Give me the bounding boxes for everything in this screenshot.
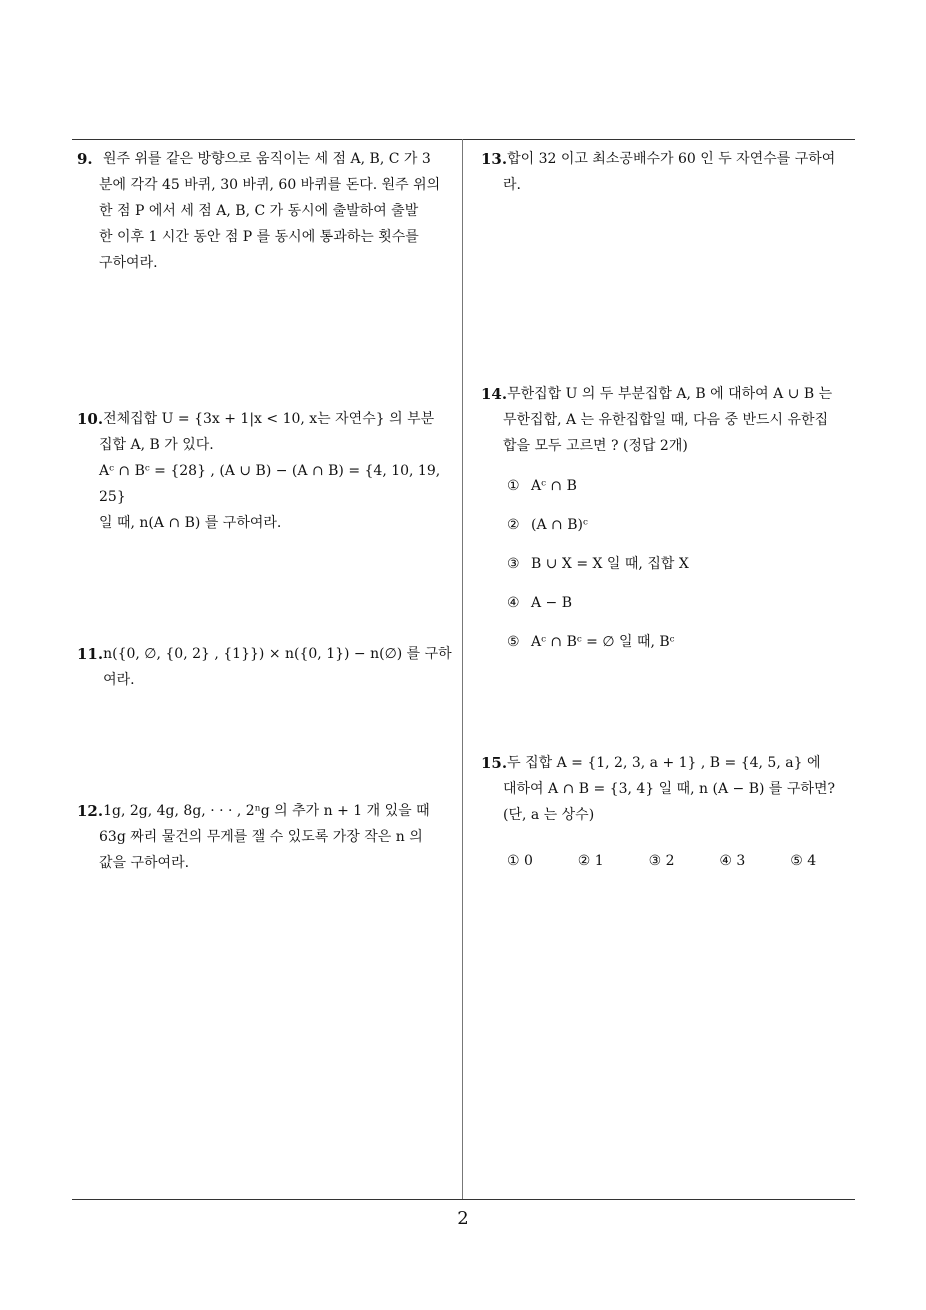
problem-line: 1g, 2g, 4g, 8g, · · · , 2ⁿg 의 추가 n + 1 개 있을 때 [103, 803, 430, 819]
problem-12 [77, 798, 462, 876]
problem-15 [481, 750, 861, 874]
choice-mark: ② [507, 517, 520, 533]
problem-line: 라. [503, 177, 521, 193]
choice-text: Aᶜ ∩ Bᶜ = ∅ 일 때, Bᶜ [531, 634, 675, 650]
problem-number: 15. [481, 754, 508, 772]
choice-mark: ① [507, 478, 520, 494]
problem-14 [481, 381, 861, 668]
choice-item: ③ 2 [648, 853, 675, 869]
problem-number: 9. [77, 150, 93, 168]
problem-line: 한 이후 1 시간 동안 점 P 를 동시에 통과하는 횟수를 [99, 229, 419, 245]
choice-text: B ∪ X = X 일 때, 집합 X [531, 556, 689, 572]
problem-line: 63g 짜리 물건의 무게를 잴 수 있도록 가장 작은 n 의 [99, 829, 423, 845]
choice-text: A − B [531, 595, 573, 611]
problem-13 [481, 146, 861, 198]
problem-line: (단, a 는 상수) [503, 807, 595, 823]
problem-line: 원주 위를 같은 방향으로 움직이는 세 점 A, B, C 가 3 [103, 151, 431, 167]
choice-list [481, 848, 861, 874]
choice-item: ④ 3 [719, 853, 746, 869]
problem-number: 12. [77, 802, 104, 820]
problem-line: 무한집합 U 의 두 부분집합 A, B 에 대하여 A ∪ B 는 [507, 386, 833, 402]
problem-line: 전체집합 U = {3x + 1|x < 10, x는 자연수} 의 부분 [103, 411, 435, 427]
choice-item: ② 1 [577, 853, 604, 869]
choice-text: Aᶜ ∩ B [531, 478, 577, 494]
problem-line: Aᶜ ∩ Bᶜ = {28} , (A ∪ B) − (A ∩ B) = {4, 10, 19, 25} [99, 463, 441, 505]
bottom-rule [72, 1199, 855, 1200]
problem-line: n({0, ∅, {0, 2} , {1}}) × n({0, 1}) − n(∅) 를 구하여라. [103, 646, 452, 688]
choice-text: (A ∩ B)ᶜ [531, 517, 588, 533]
choice-item [481, 551, 861, 590]
problem-number: 13. [481, 150, 508, 168]
column-divider [462, 139, 463, 1200]
problem-line: 분에 각각 45 바퀴, 30 바퀴, 60 바퀴를 돈다. 원주 위의 [99, 177, 441, 193]
choice-mark: ④ [507, 595, 520, 611]
problem-10 [77, 406, 462, 536]
problem-line: 합을 모두 고르면 ? (정답 2개) [503, 438, 688, 454]
problem-line: 집합 A, B 가 있다. [99, 437, 214, 453]
problem-line: 무한집합, A 는 유한집합일 때, 다음 중 반드시 유한집 [503, 412, 829, 428]
problem-number: 14. [481, 385, 508, 403]
problem-line: 두 집합 A = {1, 2, 3, a + 1} , B = {4, 5, a} 에 [507, 755, 821, 771]
choice-item [481, 629, 861, 668]
problem-line: 합이 32 이고 최소공배수가 60 인 두 자연수를 구하여 [507, 151, 836, 167]
problem-line: 대하여 A ∩ B = {3, 4} 일 때, n (A − B) 를 구하면? [503, 781, 835, 797]
problem-line: 일 때, n(A ∩ B) 를 구하여라. [99, 515, 282, 531]
page-number: 2 [457, 1208, 469, 1229]
choice-item [481, 473, 861, 512]
choice-mark: ⑤ [507, 634, 520, 650]
problem-11 [77, 641, 462, 693]
choice-item: ① 0 [507, 853, 533, 869]
problem-line: 한 점 P 에서 세 점 A, B, C 가 동시에 출발하여 출발 [99, 203, 419, 219]
choice-list [481, 473, 861, 668]
problem-number: 11. [77, 645, 104, 663]
problem-line: 값을 구하여라. [99, 855, 190, 871]
problem-number: 10. [77, 410, 104, 428]
choice-item [481, 512, 861, 551]
problem-line: 구하여라. [99, 255, 158, 271]
choice-mark: ③ [507, 556, 520, 572]
choice-item: ⑤ 4 [790, 853, 817, 869]
top-rule [72, 139, 855, 140]
problem-9 [77, 146, 457, 276]
choice-item [481, 590, 861, 629]
